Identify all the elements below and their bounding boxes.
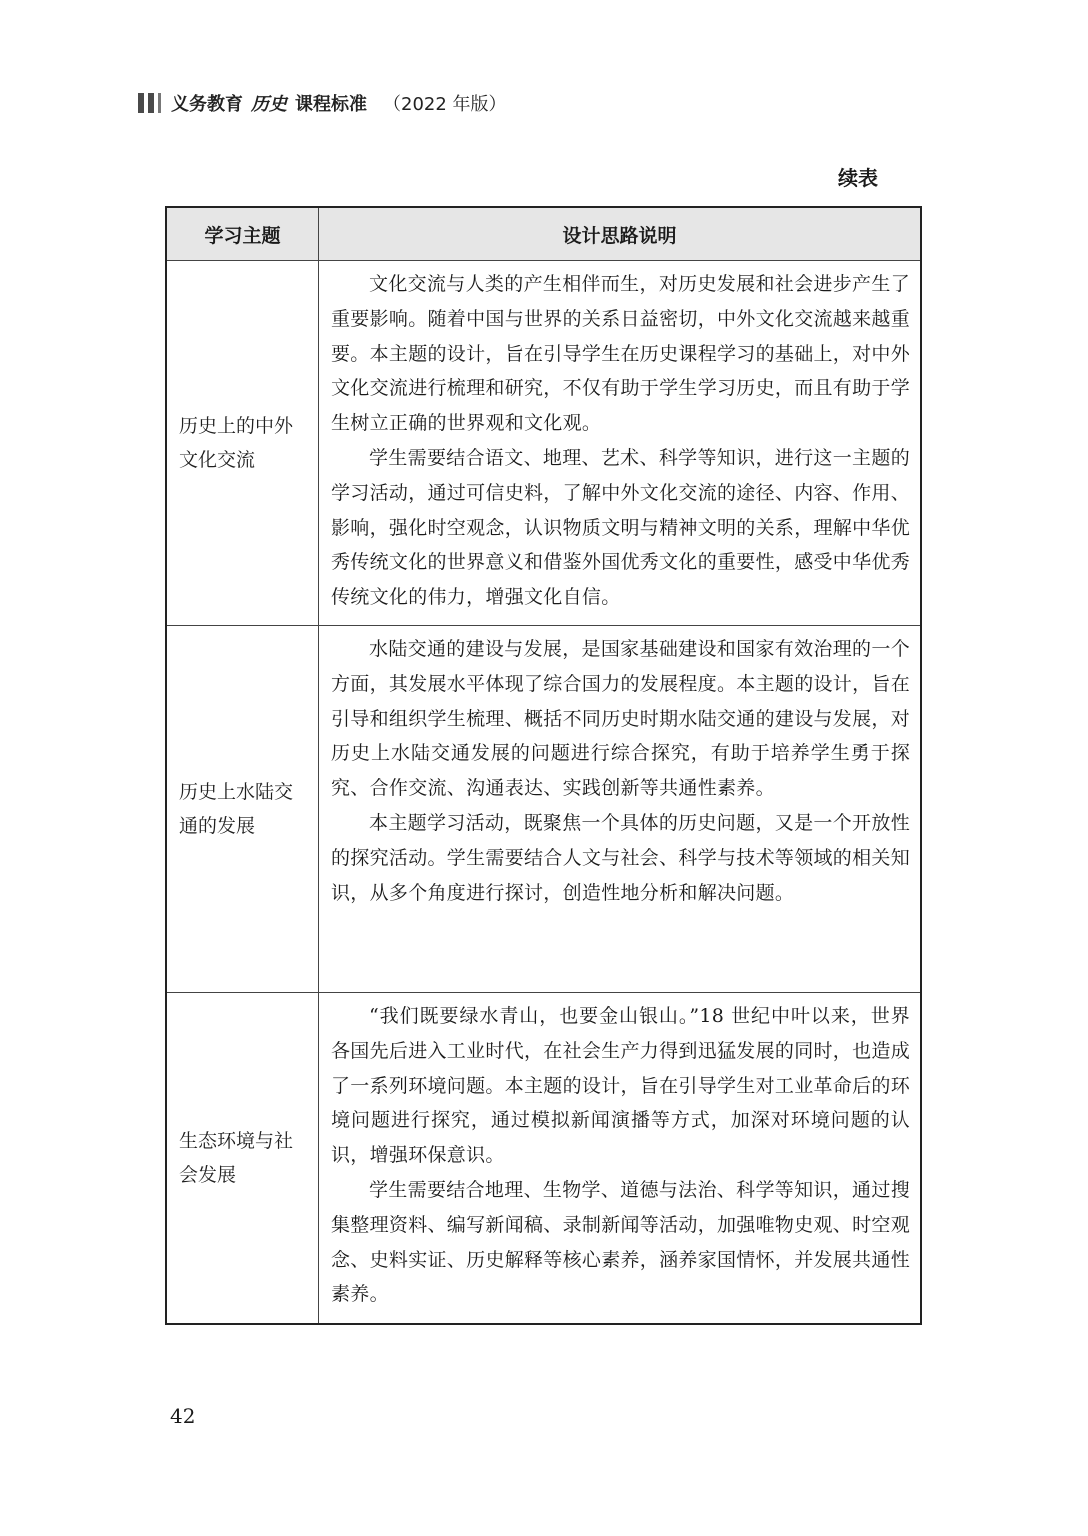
- header-part2: 课程标准: [295, 94, 367, 115]
- description-cell: [319, 993, 920, 1323]
- topic-table: [165, 206, 922, 1325]
- description-paragraph: 水陆交通的建设与发展，是国家基础建设和国家有效治理的一个方面，其发展水平体现了综合国力的发展程度。本主题的设计，旨在引导和组织学生梳理、概括不同历史时期水陆交通的建设与发展，对历史上水陆交通发展的问题进行综合探究，有助于培养学生勇于探究、合作交流、沟通表达、实践创新等共通性素养。: [331, 638, 911, 800]
- table-row: [167, 260, 920, 625]
- description-paragraph: 本主题学习活动，既聚焦一个具体的历史问题，又是一个开放性的探究活动。学生需要结合人文与社会、科学与技术等领域的相关知识，从多个角度进行探讨，创造性地分析和解决问题。: [331, 811, 911, 904]
- table-row: [167, 625, 920, 992]
- header-part1: 义务教育: [171, 94, 243, 115]
- column-header-topic: 学习主题: [167, 208, 319, 260]
- topic-cell: [167, 261, 319, 625]
- header-edition: （2022 年版）: [383, 94, 507, 115]
- table-header-row: [167, 208, 920, 260]
- description-paragraph: 学生需要结合地理、生物学、道德与法治、科学等知识，通过搜集整理资料、编写新闻稿、录制新闻等活动，加强唯物史观、时空观念、史料实证、历史解释等核心素养，涵养家国情怀，并发展共通性素养。: [331, 1178, 911, 1306]
- description-paragraph: 学生需要结合语文、地理、艺术、科学等知识，进行这一主题的学习活动，通过可信史料，了解中外文化交流的途径、内容、作用、影响，强化时空观念，认识物质文明与精神文明的关系，理解中华优秀传统文化的世界意义和借鉴外国优秀文化的重要性，感受中华优秀传统文化的伟力，增强文化自信。: [331, 446, 911, 609]
- running-header: [138, 88, 507, 118]
- description-paragraph: “我们既要绿水青山，也要金山银山。”18 世纪中叶以来，世界各国先后进入工业时代，在社会生产力得到迅猛发展的同时，也造成了一系列环境问题。本主题的设计，旨在引导学生对工业革命后的环境问题进行探究，通过模拟新闻演播等方式，加深对环境问题的认识，增强环保意识。: [331, 1005, 911, 1167]
- column-header-description: 设计思路说明: [562, 224, 677, 247]
- topic-cell: [167, 993, 319, 1323]
- topic-text: 历史上的中外文化交流: [179, 415, 294, 471]
- page-number: 42: [170, 1404, 196, 1428]
- header-subject: 历史: [251, 94, 287, 115]
- continued-label: 续表: [838, 166, 878, 190]
- topic-cell: [167, 626, 319, 992]
- description-paragraph: 文化交流与人类的产生相伴而生，对历史发展和社会进步产生了重要影响。随着中国与世界的关系日益密切，中外文化交流越来越重要。本主题的设计，旨在引导学生在历史课程学习的基础上，对中外文化交流进行梳理和研究，不仅有助于学生学习历史，而且有助于学生树立正确的世界观和文化观。: [331, 273, 911, 435]
- topic-text: 历史上水陆交通的发展: [179, 781, 294, 837]
- description-cell: [319, 626, 920, 992]
- table-row: [167, 992, 920, 1323]
- header-bars-icon: [138, 93, 161, 113]
- description-cell: [319, 261, 920, 625]
- topic-text: 生态环境与社会发展: [179, 1130, 294, 1186]
